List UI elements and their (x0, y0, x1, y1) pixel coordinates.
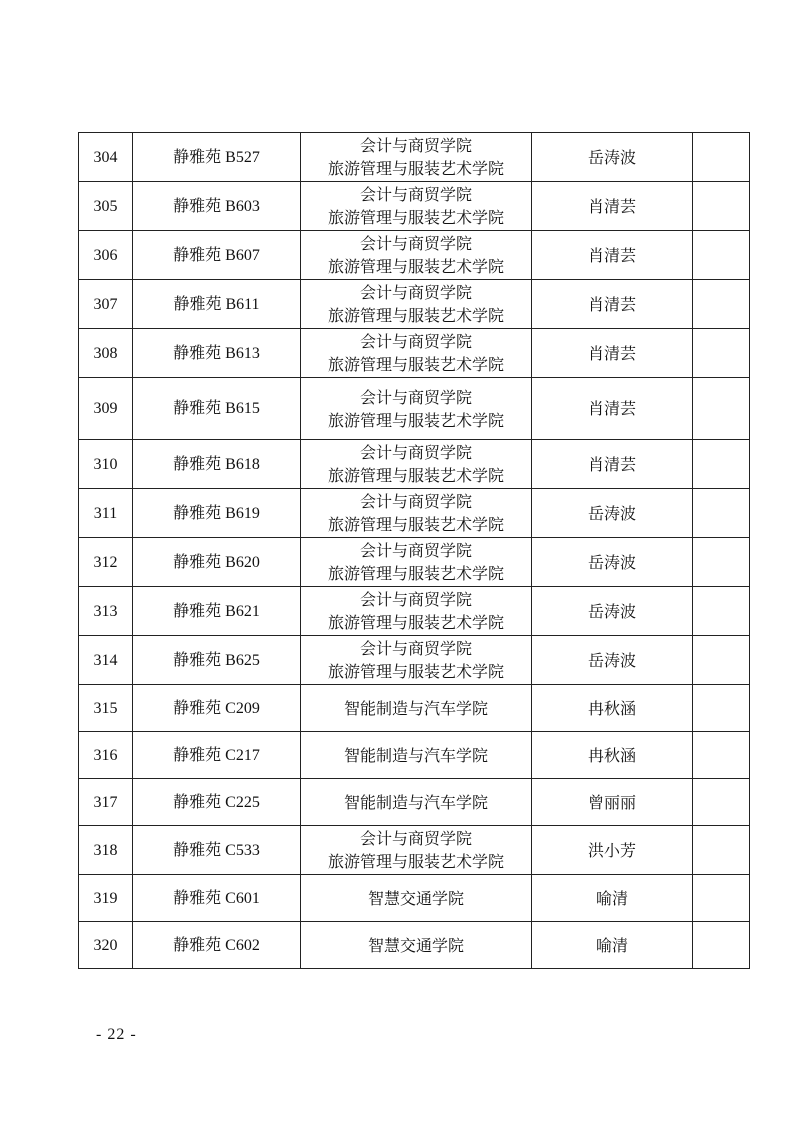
college-line: 会计与商贸学院 (359, 185, 472, 204)
college-cell (301, 538, 532, 587)
note-cell (693, 636, 750, 685)
note-cell (693, 538, 750, 587)
college-line: 旅游管理与服装艺术学院 (327, 306, 504, 325)
room-cell: 静雅苑 B611 (133, 280, 301, 329)
person-cell: 曾丽丽 (532, 779, 693, 826)
table-row (79, 489, 750, 538)
row-number: 304 (79, 133, 133, 182)
college-line: 旅游管理与服装艺术学院 (327, 564, 504, 583)
college-line: 会计与商贸学院 (359, 541, 472, 560)
person-cell: 岳涛波 (532, 538, 693, 587)
college-cell (301, 685, 532, 732)
note-cell (693, 489, 750, 538)
note-cell (693, 875, 750, 922)
table-row (79, 922, 750, 969)
person-cell: 肖清芸 (532, 329, 693, 378)
table-row (79, 636, 750, 685)
note-cell (693, 280, 750, 329)
row-number: 305 (79, 182, 133, 231)
college-line: 会计与商贸学院 (359, 590, 472, 609)
row-number: 316 (79, 732, 133, 779)
person-cell: 肖清芸 (532, 182, 693, 231)
college-line: 智能制造与汽车学院 (343, 792, 488, 812)
college-line: 旅游管理与服装艺术学院 (327, 410, 504, 430)
college-line: 智能制造与汽车学院 (343, 745, 488, 765)
room-cell: 静雅苑 C602 (133, 922, 301, 969)
note-cell (693, 231, 750, 280)
college-line: 会计与商贸学院 (359, 332, 472, 351)
person-cell: 肖清芸 (532, 440, 693, 489)
college-line: 会计与商贸学院 (359, 492, 472, 511)
person-cell: 喻清 (532, 875, 693, 922)
note-cell (693, 922, 750, 969)
room-cell: 静雅苑 B613 (133, 329, 301, 378)
note-cell (693, 378, 750, 440)
note-cell (693, 779, 750, 826)
college-cell (301, 133, 532, 182)
room-cell: 静雅苑 B619 (133, 489, 301, 538)
note-cell (693, 440, 750, 489)
note-cell (693, 329, 750, 378)
table-row (79, 440, 750, 489)
college-line: 智慧交通学院 (367, 935, 464, 955)
table-row (79, 826, 750, 875)
table-row (79, 182, 750, 231)
table-row (79, 378, 750, 440)
college-cell (301, 440, 532, 489)
person-cell: 冉秋涵 (532, 685, 693, 732)
college-line: 会计与商贸学院 (359, 136, 472, 155)
table-body (79, 133, 750, 969)
college-line: 智慧交通学院 (367, 888, 464, 908)
row-number: 314 (79, 636, 133, 685)
table-row (79, 280, 750, 329)
room-cell: 静雅苑 B625 (133, 636, 301, 685)
college-line: 会计与商贸学院 (359, 639, 472, 658)
person-cell: 冉秋涵 (532, 732, 693, 779)
room-assignment-table (78, 132, 750, 969)
row-number: 309 (79, 378, 133, 440)
person-cell: 岳涛波 (532, 636, 693, 685)
college-line: 旅游管理与服装艺术学院 (327, 662, 504, 681)
person-cell: 肖清芸 (532, 280, 693, 329)
college-cell (301, 329, 532, 378)
row-number: 319 (79, 875, 133, 922)
room-cell: 静雅苑 B621 (133, 587, 301, 636)
college-cell (301, 231, 532, 280)
table-row (79, 732, 750, 779)
college-line: 旅游管理与服装艺术学院 (327, 466, 504, 485)
room-cell: 静雅苑 C225 (133, 779, 301, 826)
college-line: 旅游管理与服装艺术学院 (327, 852, 504, 871)
college-cell (301, 779, 532, 826)
row-number: 313 (79, 587, 133, 636)
college-cell (301, 182, 532, 231)
row-number: 320 (79, 922, 133, 969)
college-line: 会计与商贸学院 (359, 283, 472, 302)
person-cell: 喻清 (532, 922, 693, 969)
row-number: 311 (79, 489, 133, 538)
room-cell: 静雅苑 C533 (133, 826, 301, 875)
table-row (79, 538, 750, 587)
note-cell (693, 732, 750, 779)
row-number: 317 (79, 779, 133, 826)
room-cell: 静雅苑 B615 (133, 378, 301, 440)
college-cell (301, 378, 532, 440)
college-line: 会计与商贸学院 (359, 443, 472, 462)
table-row (79, 779, 750, 826)
room-cell: 静雅苑 C209 (133, 685, 301, 732)
row-number: 310 (79, 440, 133, 489)
room-cell: 静雅苑 B618 (133, 440, 301, 489)
note-cell (693, 133, 750, 182)
row-number: 308 (79, 329, 133, 378)
room-cell: 静雅苑 B603 (133, 182, 301, 231)
college-line: 会计与商贸学院 (359, 234, 472, 253)
college-line: 会计与商贸学院 (359, 387, 472, 407)
person-cell: 肖清芸 (532, 231, 693, 280)
table-row (79, 231, 750, 280)
college-line: 旅游管理与服装艺术学院 (327, 613, 504, 632)
note-cell (693, 826, 750, 875)
room-cell: 静雅苑 B620 (133, 538, 301, 587)
person-cell: 洪小芳 (532, 826, 693, 875)
college-line: 旅游管理与服装艺术学院 (327, 159, 504, 178)
room-cell: 静雅苑 C601 (133, 875, 301, 922)
note-cell (693, 182, 750, 231)
table-row (79, 133, 750, 182)
college-line: 旅游管理与服装艺术学院 (327, 208, 504, 227)
table-row (79, 685, 750, 732)
row-number: 312 (79, 538, 133, 587)
room-cell: 静雅苑 B607 (133, 231, 301, 280)
college-cell (301, 636, 532, 685)
college-line: 会计与商贸学院 (359, 829, 472, 848)
college-line: 旅游管理与服装艺术学院 (327, 515, 504, 534)
room-cell: 静雅苑 B527 (133, 133, 301, 182)
person-cell: 肖清芸 (532, 378, 693, 440)
college-cell (301, 489, 532, 538)
person-cell: 岳涛波 (532, 133, 693, 182)
note-cell (693, 685, 750, 732)
table-row (79, 587, 750, 636)
college-cell (301, 732, 532, 779)
person-cell: 岳涛波 (532, 587, 693, 636)
row-number: 318 (79, 826, 133, 875)
note-cell (693, 587, 750, 636)
college-line: 旅游管理与服装艺术学院 (327, 355, 504, 374)
table-row (79, 329, 750, 378)
college-cell (301, 280, 532, 329)
college-line: 旅游管理与服装艺术学院 (327, 257, 504, 276)
row-number: 307 (79, 280, 133, 329)
college-line: 智能制造与汽车学院 (343, 698, 488, 718)
page-number: - 22 - (96, 1026, 137, 1043)
row-number: 315 (79, 685, 133, 732)
person-cell: 岳涛波 (532, 489, 693, 538)
college-cell (301, 826, 532, 875)
row-number: 306 (79, 231, 133, 280)
college-cell (301, 875, 532, 922)
table-row (79, 875, 750, 922)
room-cell: 静雅苑 C217 (133, 732, 301, 779)
college-cell (301, 587, 532, 636)
college-cell (301, 922, 532, 969)
